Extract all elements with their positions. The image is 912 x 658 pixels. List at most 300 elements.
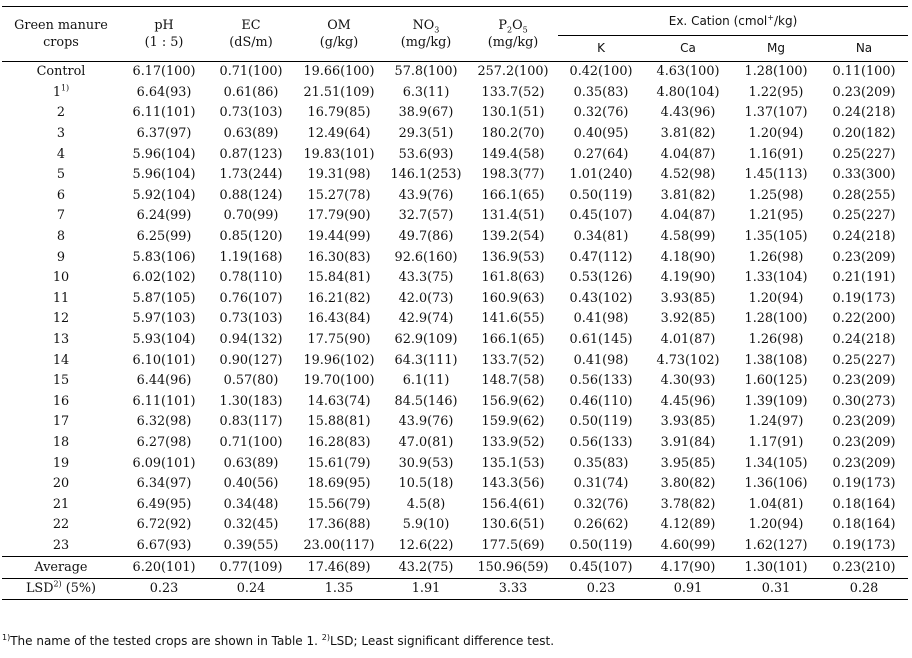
- lsd-label-sup: 2): [53, 579, 62, 589]
- cell-no3: 84.5(146): [394, 393, 458, 409]
- lsd-no3: 1.91: [384, 578, 468, 600]
- table-row: [2, 103, 908, 124]
- cell-om: 16.28(83): [307, 434, 371, 450]
- crop-cell: [2, 371, 120, 392]
- cell-no3: 5.9(10): [402, 517, 450, 533]
- cell-no3: 4.5(8): [406, 496, 446, 512]
- cell-ph: 6.49(95): [136, 496, 192, 512]
- table-row: [2, 206, 908, 227]
- table-body: [2, 62, 908, 600]
- header-ph: [120, 7, 208, 62]
- cell-ec: 0.87(123): [219, 146, 283, 162]
- lsd-na: 0.28: [820, 578, 908, 600]
- cell-no3: 47.0(81): [398, 434, 454, 450]
- cell-ph: 5.83(106): [132, 249, 196, 265]
- cell-ec: 0.40(56): [223, 476, 279, 492]
- cell-om: 17.36(88): [307, 517, 371, 533]
- crop-name: 13: [52, 332, 70, 348]
- crop-cell: [2, 165, 120, 186]
- header-crops-line1: Green manure: [14, 18, 108, 33]
- cell-no3: 10.5(18): [398, 476, 454, 492]
- cell-om: 19.83(101): [303, 146, 375, 162]
- cell-na: 0.22(200): [832, 311, 896, 327]
- crop-cell: [2, 536, 120, 557]
- cell-ca: 4.04(87): [660, 208, 716, 224]
- cell-mg: 1.26(98): [748, 249, 804, 265]
- cell-k: 0.32(76): [573, 105, 629, 121]
- cell-ec: 0.90(127): [219, 352, 283, 368]
- average-ec: 0.77(109): [208, 557, 294, 579]
- cell-k: 0.53(126): [569, 270, 633, 286]
- cell-om: 16.21(82): [307, 290, 371, 306]
- table-row: [2, 371, 908, 392]
- cell-ph: 6.24(99): [136, 208, 192, 224]
- cell-mg: 1.39(109): [744, 393, 808, 409]
- crop-name: 17: [52, 414, 70, 430]
- cell-ec: 0.94(132): [219, 332, 283, 348]
- table-row: [2, 412, 908, 433]
- cell-mg: 1.34(105): [744, 455, 808, 471]
- cell-ec: 1.30(183): [219, 393, 283, 409]
- cell-ca: 3.93(85): [660, 290, 716, 306]
- cell-p2o5: 257.2(100): [477, 64, 549, 80]
- footnote-sup1: 1): [2, 633, 11, 642]
- cell-p2o5: 136.9(53): [481, 249, 545, 265]
- cell-no3: 146.1(253): [390, 167, 462, 183]
- header-ex-cation-label: Ex. Cation (cmol: [668, 13, 768, 28]
- footnote-text1: The name of the tested crops are shown in Table 1.: [10, 634, 322, 648]
- header-ex-cation-sup: +: [767, 12, 774, 22]
- crop-name: Control: [36, 64, 86, 80]
- crop-name: 19: [52, 455, 70, 471]
- cell-p2o5: 177.5(69): [481, 537, 545, 553]
- average-label: Average: [2, 557, 120, 579]
- cell-ec: 0.32(45): [223, 517, 279, 533]
- cell-mg: 1.35(105): [744, 229, 808, 245]
- cell-ec: 0.61(86): [223, 84, 279, 100]
- cell-mg: 1.45(113): [744, 167, 808, 183]
- cell-p2o5: 133.9(52): [481, 434, 545, 450]
- cell-om: 17.75(90): [307, 332, 371, 348]
- table-row: [2, 515, 908, 536]
- cell-mg: 1.38(108): [744, 352, 808, 368]
- table-row: [2, 289, 908, 310]
- crop-cell: [2, 83, 120, 104]
- crop-name: 1: [52, 84, 61, 100]
- cell-na: 0.23(209): [832, 414, 896, 430]
- cell-om: 19.44(99): [307, 229, 371, 245]
- table-row: [2, 330, 908, 351]
- cell-k: 0.56(133): [569, 373, 633, 389]
- cell-mg: 1.22(95): [748, 84, 804, 100]
- header-ex-cation: [558, 7, 908, 36]
- cell-k: 1.01(240): [569, 167, 633, 183]
- average-row: [2, 557, 908, 579]
- lsd-ca: 0.91: [644, 578, 732, 600]
- cell-na: 0.24(218): [832, 332, 896, 348]
- cell-na: 0.24(218): [832, 229, 896, 245]
- cell-no3: 62.9(109): [394, 332, 458, 348]
- crop-cell: [2, 268, 120, 289]
- crop-name: 20: [52, 476, 70, 492]
- crop-cell: [2, 330, 120, 351]
- cell-ca: 4.52(98): [660, 167, 716, 183]
- header-k: K: [558, 36, 644, 62]
- cell-ec: 0.57(80): [223, 373, 279, 389]
- cell-k: 0.45(107): [569, 208, 633, 224]
- table-row: [2, 392, 908, 413]
- cell-k: 0.46(110): [569, 393, 633, 409]
- cell-na: 0.28(255): [832, 187, 896, 203]
- cell-ca: 4.58(99): [660, 229, 716, 245]
- average-mg: 1.30(101): [732, 557, 820, 579]
- cell-no3: 38.9(67): [398, 105, 454, 121]
- cell-p2o5: 141.6(55): [481, 311, 545, 327]
- header-p2o5-o: O: [512, 18, 523, 33]
- header-no3-label: NO: [412, 18, 435, 33]
- cell-ca: 3.93(85): [660, 414, 716, 430]
- lsd-label-text: LSD: [25, 581, 54, 597]
- cell-p2o5: 133.7(52): [481, 84, 545, 100]
- table-row: [2, 453, 908, 474]
- cell-na: 0.33(300): [832, 167, 896, 183]
- cell-ph: 5.96(104): [132, 167, 196, 183]
- cell-ec: 0.71(100): [219, 434, 283, 450]
- cell-k: 0.50(119): [569, 414, 633, 430]
- cell-p2o5: 143.3(56): [481, 476, 545, 492]
- cell-ec: 1.73(244): [219, 167, 283, 183]
- cell-ph: 6.27(98): [136, 434, 192, 450]
- crop-name: 4: [56, 146, 66, 162]
- cell-no3: 43.9(76): [398, 414, 454, 430]
- lsd-ph: 0.23: [120, 578, 208, 600]
- table-row: [2, 62, 908, 83]
- cell-ca: 3.91(84): [660, 434, 716, 450]
- cell-ca: 4.45(96): [660, 393, 716, 409]
- cell-om: 16.79(85): [307, 105, 371, 121]
- cell-ph: 6.37(97): [136, 126, 192, 142]
- cell-k: 0.40(95): [573, 126, 629, 142]
- crop-name: 9: [56, 249, 66, 265]
- cell-k: 0.35(83): [573, 84, 629, 100]
- lsd-row: [2, 578, 908, 600]
- header-ph-label: pH: [154, 18, 174, 33]
- crop-cell: [2, 186, 120, 207]
- cell-om: 23.00(117): [303, 537, 375, 553]
- table-row: [2, 165, 908, 186]
- crop-cell: [2, 103, 120, 124]
- cell-k: 0.34(81): [573, 229, 629, 245]
- cell-p2o5: 198.3(77): [481, 167, 545, 183]
- cell-k: 0.42(100): [569, 64, 633, 80]
- cell-na: 0.23(209): [832, 249, 896, 265]
- average-p2o5: 150.96(59): [468, 557, 558, 579]
- cell-ca: 4.63(100): [656, 64, 720, 80]
- cell-mg: 1.20(94): [748, 517, 804, 533]
- cell-no3: 53.6(93): [398, 146, 454, 162]
- crop-name: 14: [52, 352, 70, 368]
- cell-k: 0.41(98): [573, 352, 629, 368]
- cell-ph: 6.32(98): [136, 414, 192, 430]
- crop-cell: [2, 433, 120, 454]
- cell-na: 0.25(227): [832, 146, 896, 162]
- cell-ph: 5.96(104): [132, 146, 196, 162]
- header-no3-unit: (mg/kg): [400, 35, 452, 50]
- cell-om: 18.69(95): [307, 476, 371, 492]
- cell-k: 0.61(145): [569, 332, 633, 348]
- cell-na: 0.18(164): [832, 517, 896, 533]
- average-k: 0.45(107): [558, 557, 644, 579]
- crop-cell: [2, 144, 120, 165]
- cell-mg: 1.28(100): [744, 64, 808, 80]
- cell-p2o5: 166.1(65): [481, 187, 545, 203]
- cell-om: 19.66(100): [303, 64, 375, 80]
- cell-ca: 4.73(102): [656, 352, 720, 368]
- crop-name: 23: [52, 537, 70, 553]
- crop-cell: [2, 350, 120, 371]
- lsd-p2o5: 3.33: [468, 578, 558, 600]
- cell-ca: 3.80(82): [660, 476, 716, 492]
- cell-na: 0.20(182): [832, 126, 896, 142]
- cell-ph: 6.02(102): [132, 270, 196, 286]
- cell-ph: 6.67(93): [136, 537, 192, 553]
- cell-mg: 1.28(100): [744, 311, 808, 327]
- cell-ec: 0.70(99): [223, 208, 279, 224]
- table-header: [2, 7, 908, 62]
- crop-name: 16: [52, 393, 70, 409]
- footnote-sup2: 2): [321, 633, 330, 642]
- cell-ca: 3.95(85): [660, 455, 716, 471]
- cell-no3: 43.9(76): [398, 187, 454, 203]
- cell-ec: 0.71(100): [219, 64, 283, 80]
- crop-name: 15: [52, 373, 70, 389]
- header-crops: [2, 7, 120, 62]
- cell-mg: 1.37(107): [744, 105, 808, 121]
- cell-ec: 0.76(107): [219, 290, 283, 306]
- cell-na: 0.19(173): [832, 290, 896, 306]
- table-row: [2, 536, 908, 557]
- cell-mg: 1.20(94): [748, 126, 804, 142]
- cell-p2o5: 149.4(58): [481, 146, 545, 162]
- table-row: [2, 83, 908, 104]
- table-row: [2, 474, 908, 495]
- header-p2o5-sub1: 2: [506, 25, 513, 35]
- header-no3: [384, 7, 468, 62]
- cell-mg: 1.25(98): [748, 187, 804, 203]
- table-row: [2, 268, 908, 289]
- cell-om: 15.84(81): [307, 270, 371, 286]
- cell-na: 0.25(227): [832, 352, 896, 368]
- cell-om: 19.96(102): [303, 352, 375, 368]
- cell-no3: 92.6(160): [394, 249, 458, 265]
- crop-cell: [2, 227, 120, 248]
- cell-mg: 1.04(81): [748, 496, 804, 512]
- cell-p2o5: 133.7(52): [481, 352, 545, 368]
- cell-ec: 1.19(168): [219, 249, 283, 265]
- lsd-label-tail: (5%): [61, 581, 97, 597]
- crop-cell: [2, 392, 120, 413]
- cell-p2o5: 130.6(51): [481, 517, 545, 533]
- cell-ec: 0.83(117): [219, 414, 283, 430]
- header-ec-unit: (dS/m): [229, 35, 273, 50]
- cell-mg: 1.24(97): [748, 414, 804, 430]
- cell-ec: 0.73(103): [219, 311, 283, 327]
- cell-na: 0.25(227): [832, 208, 896, 224]
- cell-om: 16.43(84): [307, 311, 371, 327]
- cell-no3: 6.1(11): [402, 373, 450, 389]
- cell-p2o5: 159.9(62): [481, 414, 545, 430]
- average-ca: 4.17(90): [644, 557, 732, 579]
- cell-p2o5: 180.2(70): [481, 126, 545, 142]
- crop-name: 22: [52, 517, 70, 533]
- cell-ec: 0.39(55): [223, 537, 279, 553]
- cell-ph: 5.93(104): [132, 332, 196, 348]
- cell-ph: 5.97(103): [132, 311, 196, 327]
- crop-name: 3: [56, 126, 66, 142]
- cell-no3: 30.9(53): [398, 455, 454, 471]
- crop-cell: [2, 412, 120, 433]
- cell-ca: 4.01(87): [660, 332, 716, 348]
- cell-na: 0.23(209): [832, 434, 896, 450]
- cell-k: 0.50(119): [569, 187, 633, 203]
- lsd-om: 1.35: [294, 578, 384, 600]
- crop-cell: [2, 309, 120, 330]
- lsd-label: [2, 578, 120, 600]
- cell-ca: 4.19(90): [660, 270, 716, 286]
- header-p2o5-p: P: [498, 18, 507, 33]
- cell-ec: 0.88(124): [219, 187, 283, 203]
- cell-om: 14.63(74): [307, 393, 371, 409]
- cell-p2o5: 139.2(54): [481, 229, 545, 245]
- cell-ph: 6.17(100): [132, 64, 196, 80]
- cell-ca: 4.04(87): [660, 146, 716, 162]
- cell-p2o5: 160.9(63): [481, 290, 545, 306]
- cell-k: 0.47(112): [569, 249, 633, 265]
- table-footnote: [2, 634, 554, 648]
- cell-k: 0.56(133): [569, 434, 633, 450]
- crop-name: 6: [56, 187, 66, 203]
- cell-ca: 3.81(82): [660, 187, 716, 203]
- header-mg: Mg: [732, 36, 820, 62]
- average-no3: 43.2(75): [384, 557, 468, 579]
- cell-k: 0.41(98): [573, 311, 629, 327]
- header-na: Na: [820, 36, 908, 62]
- average-om: 17.46(89): [294, 557, 384, 579]
- table-row: [2, 144, 908, 165]
- cell-na: 0.23(209): [832, 373, 896, 389]
- cell-k: 0.32(76): [573, 496, 629, 512]
- cell-ca: 4.80(104): [656, 84, 720, 100]
- cell-om: 15.56(79): [307, 496, 371, 512]
- cell-ph: 6.72(92): [136, 517, 192, 533]
- header-no3-sub: 3: [434, 25, 440, 35]
- cell-ec: 0.63(89): [223, 455, 279, 471]
- lsd-mg: 0.31: [732, 578, 820, 600]
- cell-p2o5: 130.1(51): [481, 105, 545, 121]
- cell-ec: 0.63(89): [223, 126, 279, 142]
- cell-no3: 64.3(111): [394, 352, 458, 368]
- cell-ec: 0.85(120): [219, 229, 283, 245]
- cell-na: 0.11(100): [832, 64, 896, 80]
- cell-no3: 49.7(86): [398, 229, 454, 245]
- crop-name: 21: [52, 496, 70, 512]
- crop-name: 7: [56, 208, 66, 224]
- crop-name: 18: [52, 434, 70, 450]
- cell-ph: 6.44(96): [136, 373, 192, 389]
- header-ca: Ca: [644, 36, 732, 62]
- header-ec: [208, 7, 294, 62]
- crop-name: 11: [52, 290, 70, 306]
- table-row: [2, 247, 908, 268]
- cell-ca: 4.60(99): [660, 537, 716, 553]
- cell-ca: 3.78(82): [660, 496, 716, 512]
- header-om: [294, 7, 384, 62]
- cell-na: 0.23(209): [832, 455, 896, 471]
- cell-p2o5: 156.9(62): [481, 393, 545, 409]
- cell-mg: 1.20(94): [748, 290, 804, 306]
- cell-k: 0.31(74): [573, 476, 629, 492]
- header-crops-line2: crops: [43, 35, 79, 50]
- crop-cell: [2, 474, 120, 495]
- crop-cell: [2, 515, 120, 536]
- cell-p2o5: 161.8(63): [481, 270, 545, 286]
- cell-no3: 42.0(73): [398, 290, 454, 306]
- cell-ca: 3.81(82): [660, 126, 716, 142]
- cell-ec: 0.34(48): [223, 496, 279, 512]
- cell-om: 19.70(100): [303, 373, 375, 389]
- cell-om: 15.61(79): [307, 455, 371, 471]
- cell-k: 0.50(119): [569, 537, 633, 553]
- table-row: [2, 124, 908, 145]
- cell-mg: 1.26(98): [748, 332, 804, 348]
- table-row: [2, 433, 908, 454]
- cell-ph: 6.10(101): [132, 352, 196, 368]
- cell-p2o5: 156.4(61): [481, 496, 545, 512]
- table-row: [2, 309, 908, 330]
- cell-no3: 57.8(100): [394, 64, 458, 80]
- cell-no3: 29.3(51): [398, 126, 454, 142]
- crop-cell: [2, 124, 120, 145]
- cell-na: 0.30(273): [832, 393, 896, 409]
- cell-ph: 6.34(97): [136, 476, 192, 492]
- cell-p2o5: 148.7(58): [481, 373, 545, 389]
- cell-ca: 4.12(89): [660, 517, 716, 533]
- crop-cell: [2, 62, 120, 83]
- crop-cell: [2, 289, 120, 310]
- cell-p2o5: 131.4(51): [481, 208, 545, 224]
- average-ph: 6.20(101): [120, 557, 208, 579]
- cell-no3: 6.3(11): [402, 84, 450, 100]
- header-p2o5: [468, 7, 558, 62]
- cell-na: 0.23(209): [832, 84, 896, 100]
- cell-ph: 6.25(99): [136, 229, 192, 245]
- cell-no3: 43.3(75): [398, 270, 454, 286]
- crop-cell: [2, 247, 120, 268]
- lsd-ec: 0.24: [208, 578, 294, 600]
- header-ph-unit: (1 : 5): [144, 35, 184, 50]
- crop-name: 10: [52, 270, 70, 286]
- cell-ph: 6.11(101): [132, 105, 196, 121]
- cell-mg: 1.17(91): [748, 434, 804, 450]
- cell-mg: 1.21(95): [748, 208, 804, 224]
- crop-name: 8: [56, 229, 66, 245]
- average-na: 0.23(210): [820, 557, 908, 579]
- cell-om: 17.79(90): [307, 208, 371, 224]
- cell-k: 0.43(102): [569, 290, 633, 306]
- cell-ph: 6.64(93): [136, 84, 192, 100]
- cell-ph: 6.09(101): [132, 455, 196, 471]
- cell-no3: 32.7(57): [398, 208, 454, 224]
